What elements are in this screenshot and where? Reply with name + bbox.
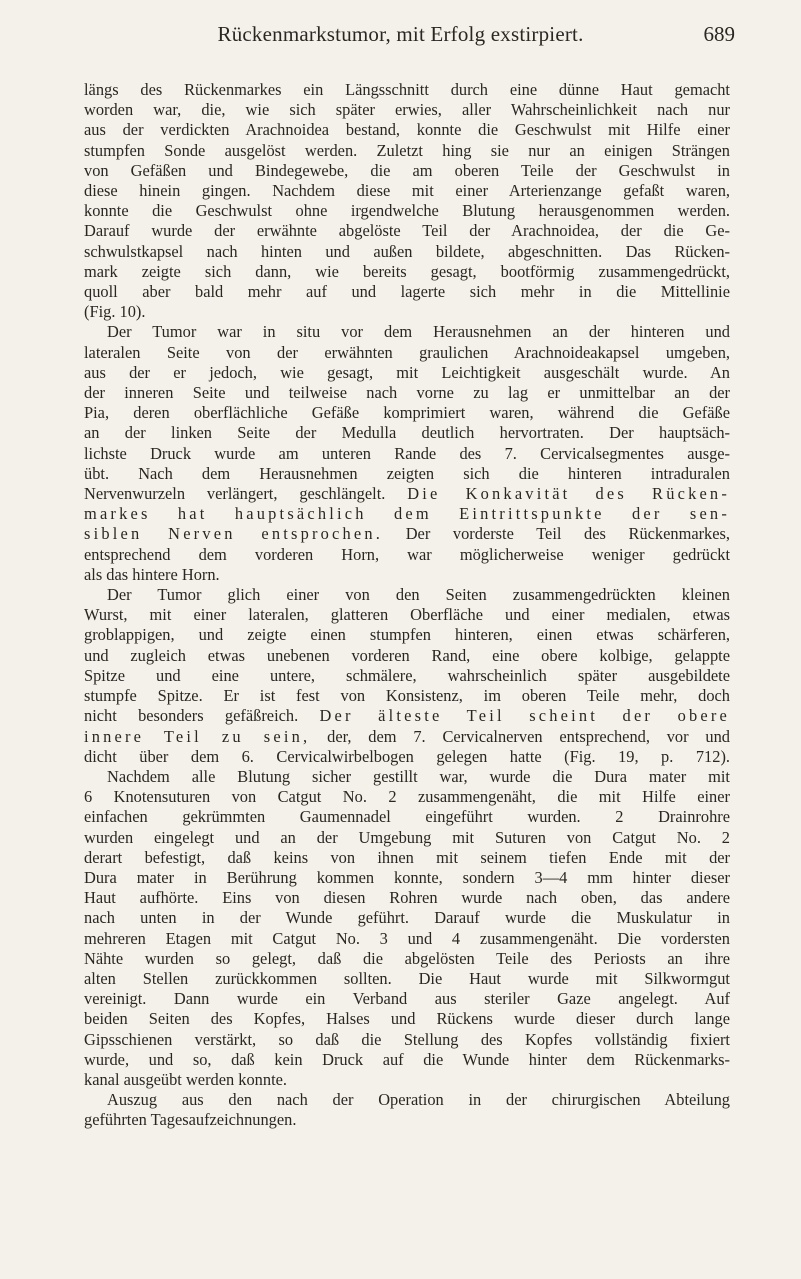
text-line — [84, 343, 730, 363]
text-line — [84, 161, 730, 181]
text-line — [84, 888, 730, 908]
text-segment: Spitze und eine untere, schmälere, wahrscheinlich später ausgebildete — [84, 665, 730, 685]
text-segment: schwulstkapsel nach hinten und außen bildete, abgeschnitten. Das Rücken- — [84, 241, 730, 261]
text-segment: nach unten in der Wunde geführt. Darauf wurde die Muskulatur in — [84, 908, 730, 928]
spaced-emphasis-text: Die Konkavität des Rücken- — [407, 484, 730, 504]
text-segment: stumpfe Spitze. Er ist fest von Konsistenz, im oberen Teile mehr, doch — [84, 686, 730, 706]
text-line — [84, 807, 730, 827]
text-line — [84, 908, 730, 928]
text-segment: diese hinein gingen. Nachdem diese mit einer Arterienzange gefaßt waren, — [84, 181, 730, 201]
text-line — [84, 423, 730, 443]
text-line — [84, 464, 730, 484]
text-segment: Dura mater in Berührung kommen konnte, sondern 3—4 mm hinter dieser — [84, 867, 730, 887]
text-line — [84, 727, 730, 747]
text-segment: nicht besonders gefäßreich. — [84, 706, 320, 726]
text-line — [84, 747, 730, 767]
text-segment: stumpfen Sonde ausgelöst werden. Zuletzt hing sie nur an einigen Strängen — [84, 140, 730, 160]
text-line — [84, 302, 730, 322]
text-segment: wurde, und so, daß kein Druck auf die Wunde hinter dem Rückenmarks- — [84, 1049, 730, 1069]
text-segment: Pia, deren oberflächliche Gefäße komprimiert waren, während die Gefäße — [84, 403, 730, 423]
text-line — [84, 100, 730, 120]
text-segment: dicht über dem 6. Cervicalwirbelbogen gelegen hatte (Fig. 19, p. 712). — [84, 746, 730, 766]
text-line — [84, 1050, 730, 1070]
text-line — [84, 646, 730, 666]
text-line — [84, 504, 730, 524]
text-segment: Darauf wurde der erwähnte abgelöste Teil der Arachnoidea, der die Ge- — [84, 221, 730, 241]
text-line — [84, 545, 730, 565]
text-segment: Nachdem alle Blutung sicher gestillt war, wurde die Dura mater mit — [107, 766, 730, 786]
spaced-emphasis-text: Der älteste Teil scheint der obere — [319, 706, 730, 726]
text-line — [84, 969, 730, 989]
text-line — [84, 484, 730, 504]
text-segment: übt. Nach dem Herausnehmen zeigten sich die hinteren intraduralen — [84, 463, 730, 483]
text-segment: (Fig. 10). — [84, 302, 146, 322]
spaced-emphasis-text: markes hat hauptsächlich dem Eintrittspunkte der sen- — [84, 504, 730, 524]
text-line — [84, 828, 730, 848]
text-segment: an der linken Seite der Medulla deutlich hervortraten. Der hauptsäch- — [84, 423, 730, 443]
text-segment: und zugleich etwas unebenen vorderen Rand, eine obere kolbige, gelappte — [84, 645, 730, 665]
text-line — [84, 1110, 730, 1130]
text-line — [84, 1009, 730, 1029]
text-line — [84, 605, 730, 625]
text-segment: beiden Seiten des Kopfes, Halses und Rückens wurde dieser durch lange — [84, 1009, 730, 1029]
text-segment: vereinigt. Dann wurde ein Verband aus steriler Gaze angelegt. Auf — [84, 989, 730, 1009]
text-line — [84, 201, 730, 221]
text-line — [84, 141, 730, 161]
text-segment: kanal ausgeübt werden konnte. — [84, 1069, 287, 1089]
text-segment: aus der er jedoch, wie gesagt, mit Leichtigkeit ausgeschält wurde. An — [84, 362, 730, 382]
text-segment: quoll aber bald mehr auf und lagerte sich mehr in die Mittellinie — [84, 282, 730, 302]
text-line — [84, 1070, 730, 1090]
text-line — [84, 363, 730, 383]
text-line — [84, 1090, 730, 1110]
text-segment: Auszug aus den nach der Operation in der chirurgischen Abteilung — [107, 1090, 730, 1110]
text-segment: der, dem 7. Cervicalnerven entsprechend, vor und — [310, 726, 730, 746]
text-line — [84, 262, 730, 282]
running-title: Rückenmarkstumor, mit Erfolg exstirpiert. — [217, 22, 584, 46]
text-segment: Der Tumor glich einer von den Seiten zusammengedrückten kleinen — [107, 585, 730, 605]
text-segment: mark zeigte sich dann, wie bereits gesagt, bootförmig zusammengedrückt, — [84, 261, 730, 281]
text-segment: einfachen gekrümmten Gaumennadel eingeführt wurden. 2 Drainrohre — [84, 807, 730, 827]
text-segment: Der Tumor war in situ vor dem Herausnehmen an der hinteren und — [107, 322, 730, 342]
text-line — [84, 181, 730, 201]
text-segment: der inneren Seite und teilweise nach vorne zu lag er unmittelbar an der — [84, 383, 730, 403]
text-segment: Nervenwurzeln verlängert, geschlängelt. — [84, 484, 408, 504]
text-line — [84, 706, 730, 726]
text-segment: mehreren Etagen mit Catgut No. 3 und 4 zusammengenäht. Die vordersten — [84, 928, 730, 948]
text-line — [84, 403, 730, 423]
text-line — [84, 848, 730, 868]
text-segment: konnte die Geschwulst ohne irgendwelche Blutung herausgenommen werden. — [84, 201, 730, 221]
text-segment: Der vorderste Teil des Rückenmarkes, — [383, 524, 730, 544]
text-line — [84, 524, 730, 544]
text-line — [84, 767, 730, 787]
text-segment: worden war, die, wie sich später erwies, aller Wahrscheinlichkeit nach nur — [84, 100, 730, 120]
text-segment: Haut aufhörte. Eins von diesen Rohren wurde nach oben, das andere — [84, 888, 730, 908]
text-segment: lateralen Seite von der erwähnten graulichen Arachnoideakapsel umgeben, — [84, 342, 730, 362]
text-line — [84, 868, 730, 888]
body-text — [84, 80, 730, 1131]
text-line — [84, 585, 730, 605]
text-segment: entsprechend dem vorderen Horn, war möglicherweise weniger gedrückt — [84, 544, 730, 564]
text-line — [84, 929, 730, 949]
text-segment: alten Stellen zurückkommen sollten. Die Haut wurde mit Silkwormgut — [84, 968, 730, 988]
text-line — [84, 383, 730, 403]
text-line — [84, 686, 730, 706]
text-segment: lichste Druck wurde am unteren Rande des 7. Cervicalsegmentes ausge- — [84, 443, 730, 463]
text-line — [84, 221, 730, 241]
text-segment: als das hintere Horn. — [84, 564, 220, 584]
text-line — [84, 666, 730, 686]
text-segment: 6 Knotensuturen von Catgut No. 2 zusammengenäht, die mit Hilfe einer — [84, 787, 730, 807]
text-line — [84, 949, 730, 969]
spaced-emphasis-text: innere Teil zu sein, — [84, 726, 311, 746]
text-segment: längs des Rückenmarkes ein Längsschnitt durch eine dünne Haut gemacht — [84, 80, 730, 99]
text-line — [84, 80, 730, 100]
text-segment: wurden eingelegt und an der Umgebung mit Suturen von Catgut No. 2 — [84, 827, 730, 847]
text-line — [84, 282, 730, 302]
text-line — [84, 787, 730, 807]
text-line — [84, 242, 730, 262]
text-line — [84, 444, 730, 464]
text-segment: von Gefäßen und Bindegewebe, die am oberen Teile der Geschwulst in — [84, 160, 730, 180]
text-segment: aus der verdickten Arachnoidea bestand, konnte die Geschwulst mit Hilfe einer — [84, 120, 730, 140]
text-segment: Wurst, mit einer lateralen, glatteren Oberfläche und einer medialen, etwas — [84, 605, 730, 625]
text-segment: Nähte wurden so gelegt, daß die abgelösten Teile des Periosts an ihre — [84, 948, 730, 968]
text-line — [84, 565, 730, 585]
text-line — [84, 625, 730, 645]
text-line — [84, 120, 730, 140]
page-header — [0, 20, 801, 60]
text-segment: geführten Tagesaufzeichnungen. — [84, 1110, 297, 1130]
text-segment: derart befestigt, daß keins von ihnen mit seinem tiefen Ende mit der — [84, 847, 730, 867]
spaced-emphasis-text: siblen Nerven entsprochen. — [84, 524, 384, 544]
text-line — [84, 989, 730, 1009]
text-line — [84, 322, 730, 342]
text-segment: Gipsschienen verstärkt, so daß die Stellung des Kopfes vollständig fixiert — [84, 1029, 730, 1049]
page-number: 689 — [703, 22, 735, 46]
text-line — [84, 1030, 730, 1050]
text-segment: groblappigen, und zeigte einen stumpfen hinteren, einen etwas schärferen, — [84, 625, 730, 645]
